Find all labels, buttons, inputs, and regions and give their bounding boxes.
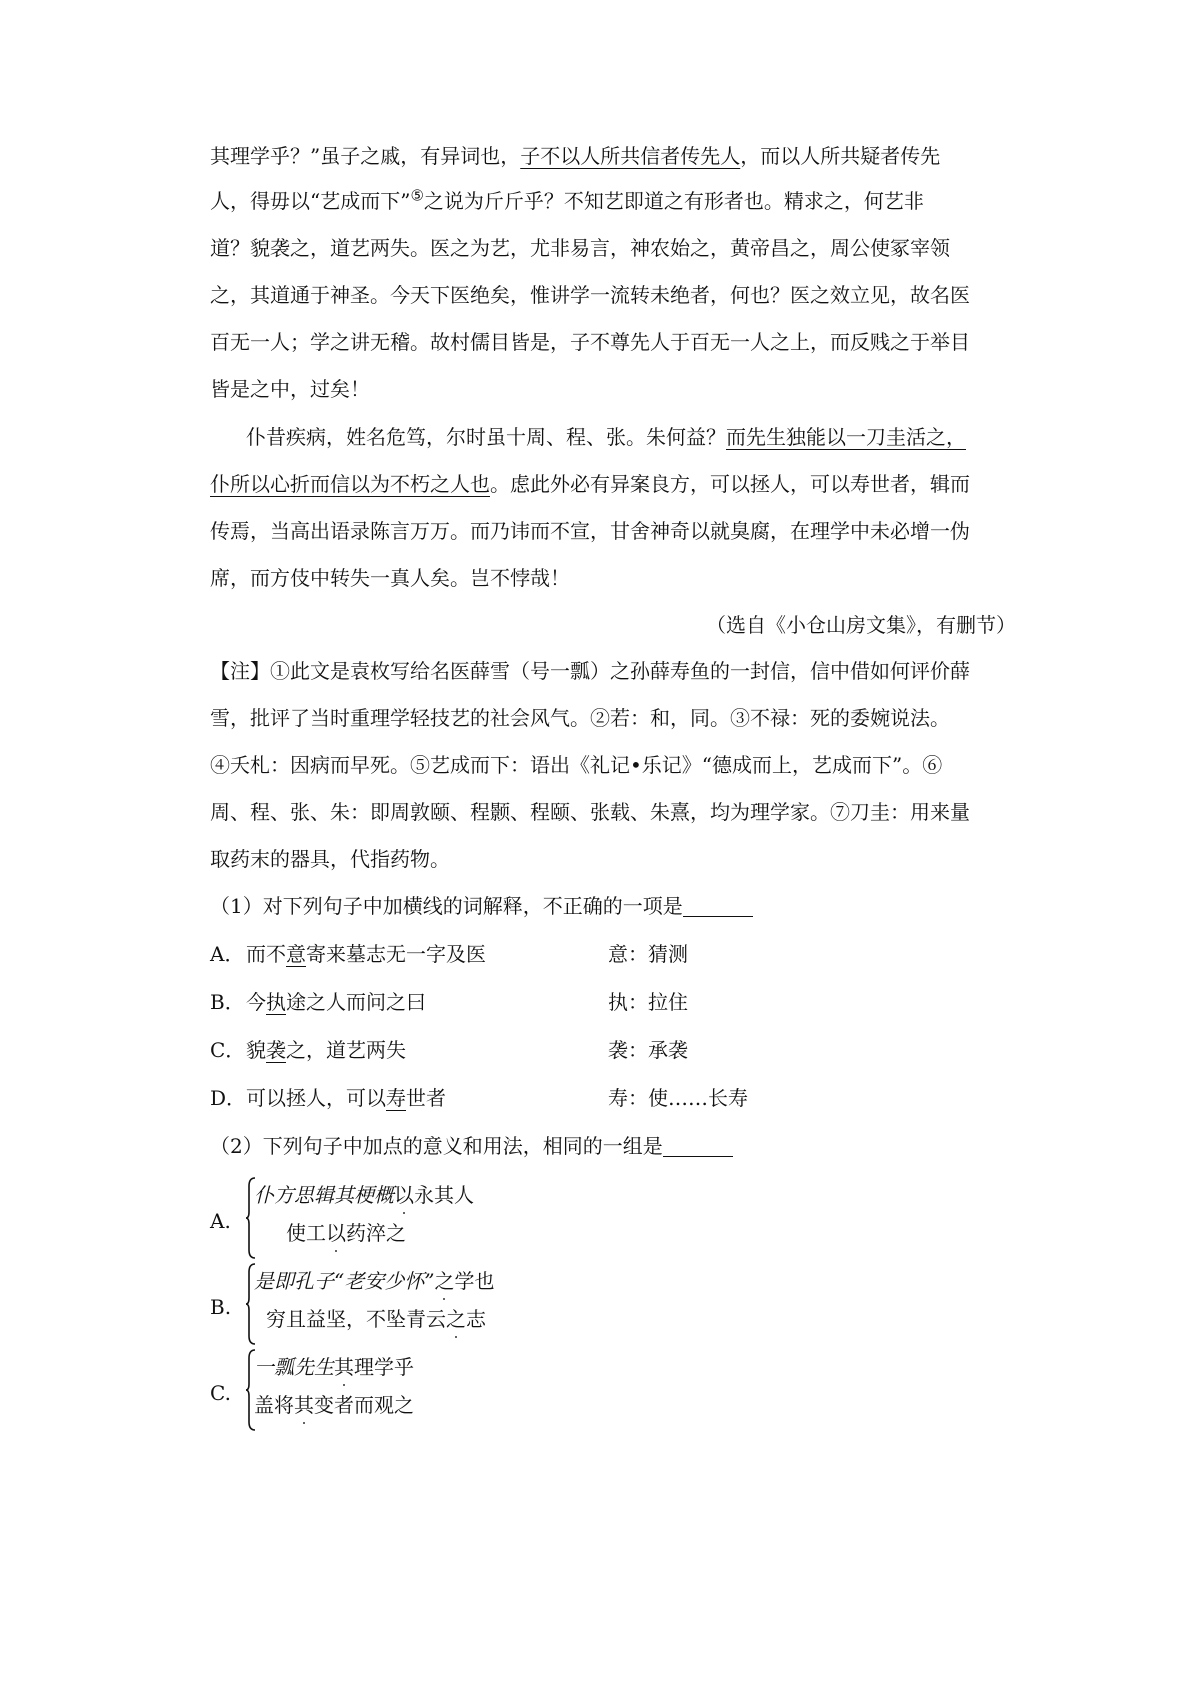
option-text: 仆方思辑其梗概 — [254, 1183, 394, 1207]
note-marker: ⑤ — [410, 186, 424, 205]
dotted-word: 以 — [326, 1221, 346, 1245]
option-text: 是即孔子“老安少怀” — [254, 1269, 435, 1293]
option-letter: B． — [210, 990, 245, 1014]
q1-option-a — [210, 939, 1016, 969]
option-line-2 — [286, 1218, 406, 1248]
option-line-1 — [254, 1180, 474, 1210]
passage-line — [210, 186, 1016, 216]
option-line-1 — [254, 1352, 414, 1382]
q1-option-c — [210, 1035, 1016, 1065]
question-1-stem — [210, 891, 1016, 921]
notes-line: ④夭札：因病而早死。⑤艺成而下：语出《礼记•乐记》“德成而上，艺成而下”。⑥ — [210, 753, 943, 777]
option-text: 学也 — [454, 1269, 495, 1293]
underlined-word: 意 — [286, 942, 306, 966]
option-text: 可以拯人，可以 — [246, 1086, 386, 1110]
option-line-1 — [254, 1266, 494, 1296]
underlined-word: 执 — [266, 990, 286, 1014]
passage-line — [210, 469, 1016, 499]
option-text: 理学乎 — [354, 1355, 414, 1379]
option-text: 志 — [466, 1307, 486, 1331]
option-text: 永其人 — [414, 1183, 474, 1207]
underlined-sentence: 仆所以心折而信以为不朽之人也 — [210, 472, 490, 496]
option-text: 寄来墓志无一字及医 — [306, 942, 486, 966]
option-line-2 — [254, 1390, 414, 1420]
question-stem-text: （1）对下列句子中加横线的词解释，不正确的一项是 — [210, 894, 683, 918]
option-letter: B. — [210, 1295, 232, 1319]
notes-line: 取药末的器具，代指药物。 — [210, 847, 450, 871]
option-text: 穷且益坚，不坠青云 — [266, 1307, 446, 1331]
dotted-word: 其 — [294, 1393, 314, 1417]
option-sentence — [246, 1083, 446, 1113]
option-gloss: 寿：使……长寿 — [608, 1086, 748, 1110]
option-sentence — [246, 987, 426, 1017]
q2-option-b — [210, 1262, 510, 1352]
passage-line: 百无一人；学之讲无稽。故村儒目皆是，子不尊先人于百无一人之上，而反贱之于举目 — [210, 330, 970, 354]
option-text: 途之人而问之曰 — [286, 990, 426, 1014]
q2-option-c — [210, 1348, 510, 1438]
q2-option-a — [210, 1176, 510, 1266]
option-text: 今 — [246, 990, 266, 1014]
option-text: 世者 — [406, 1086, 446, 1110]
question-stem-text: （2）下列句子中加点的意义和用法，相同的一组是 — [210, 1134, 663, 1158]
passage-line: 皆是之中，过矣！ — [210, 377, 370, 401]
option-text: 之，道艺两失 — [286, 1038, 406, 1062]
passage-text: 仆昔疾病，姓名危笃，尔时虽十周、程、张。朱何益？ — [246, 425, 726, 449]
notes-line: 周、程、张、朱：即周敦颐、程颢、程颐、张载、朱熹，均为理学家。⑦刀圭：用来量 — [210, 800, 970, 824]
option-gloss: 袭：承袭 — [608, 1038, 688, 1062]
dotted-word: 以 — [394, 1183, 414, 1207]
notes-line: 【注】①此文是袁枚写给名医薛雪（号一瓢）之孙薛寿鱼的一封信，信中借如何评价薛 — [210, 659, 970, 683]
notes-line: 雪，批评了当时重理学轻技艺的社会风气。②若：和，同。③不禄：死的委婉说法。 — [210, 706, 950, 730]
option-gloss: 意：猜测 — [608, 942, 688, 966]
dotted-word: 其 — [334, 1355, 354, 1379]
option-text: 使工 — [286, 1221, 326, 1245]
underlined-word: 寿 — [386, 1086, 406, 1110]
option-sentence — [246, 1035, 406, 1065]
dotted-word: 之 — [434, 1269, 455, 1293]
passage-line: 之，其道通于神圣。今天下医绝矣，惟讲学一流转未绝者，何也？医之效立见，故名医 — [210, 283, 970, 307]
option-letter: C． — [210, 1038, 246, 1062]
passage-line: 席，而方伎中转失一真人矣。岂不悖哉！ — [210, 566, 570, 590]
underlined-sentence: 而先生独能以一刀圭活之， — [726, 425, 966, 449]
q1-option-b — [210, 987, 1016, 1017]
option-text: 一瓢先生 — [254, 1355, 334, 1379]
option-text: 盖将 — [254, 1393, 294, 1417]
passage-line — [210, 141, 1016, 171]
option-letter: A. — [210, 1209, 231, 1233]
passage-line — [210, 422, 1016, 452]
option-line-2 — [266, 1304, 486, 1334]
option-letter: C. — [210, 1381, 231, 1405]
option-letter: D． — [210, 1086, 247, 1110]
option-text: 药淬之 — [346, 1221, 406, 1245]
answer-blank[interactable] — [663, 1134, 733, 1157]
underlined-sentence: 子不以人所共信者传先人 — [520, 144, 741, 168]
option-sentence — [246, 939, 486, 969]
question-2-stem — [210, 1131, 1016, 1161]
source-citation: （选自《小仓山房文集》，有删节） — [706, 613, 1016, 637]
passage-line: 传焉，当高出语录陈言万万。而乃讳而不宣，甘舍神奇以就臭腐，在理学中未必增一伪 — [210, 519, 970, 543]
option-text: 而不 — [246, 942, 286, 966]
passage-text: 人，得毋以“艺成而下” — [210, 189, 411, 213]
option-gloss: 执：拉住 — [608, 990, 688, 1014]
passage-text: 之说为斤斤乎？不知艺即道之有形者也。精求之，何艺非 — [423, 189, 924, 213]
dotted-word: 之 — [446, 1307, 466, 1331]
option-text: 变者而观之 — [314, 1393, 414, 1417]
q1-option-d — [210, 1083, 1016, 1113]
passage-text: 其理学乎？”虽子之戚，有异词也， — [210, 144, 521, 168]
underlined-word: 袭 — [266, 1038, 286, 1062]
passage-line: 道？貌袭之，道艺两失。医之为艺，尤非易言，神农始之，黄帝昌之，周公使冢宰领 — [210, 236, 950, 260]
option-text: 貌 — [246, 1038, 266, 1062]
option-letter: A． — [210, 942, 245, 966]
passage-text: 。虑此外必有异案良方，可以拯人，可以寿世者，辑而 — [490, 472, 970, 496]
answer-blank[interactable] — [683, 894, 753, 917]
passage-text: ，而以人所共疑者传先 — [740, 144, 941, 168]
